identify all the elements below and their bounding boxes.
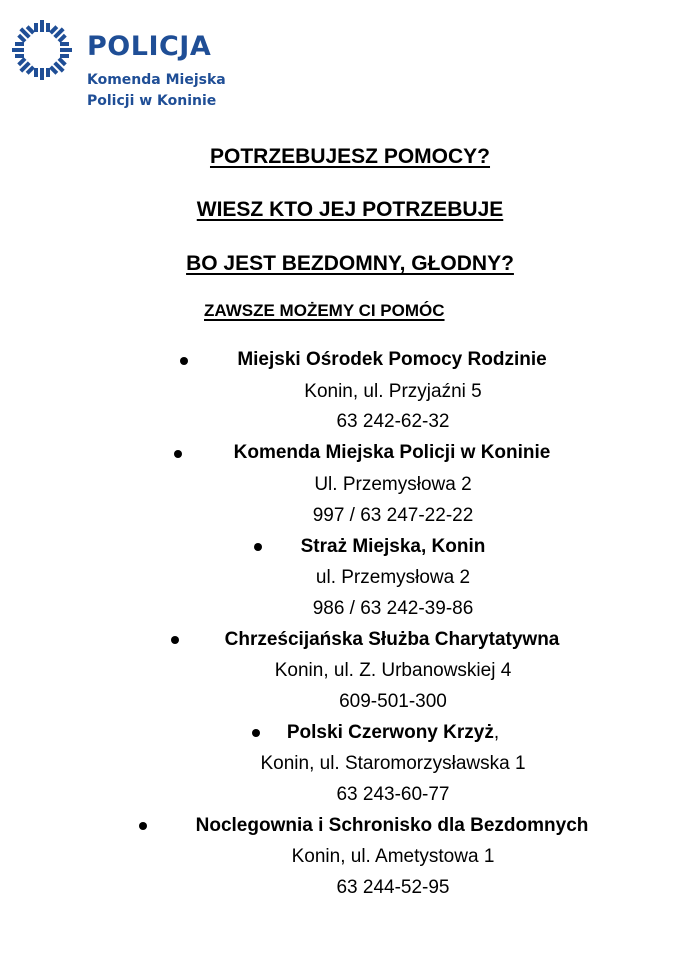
contact-address: ul. Przemysłowa 2 [315, 567, 471, 588]
contact-phone: 609-501-300 [339, 691, 447, 712]
contact-name: Chrześcijańska Służba Charytatywna [224, 629, 560, 650]
contact-phone: 997 / 63 247-22-22 [312, 505, 474, 526]
contact-address: Konin, ul. Ametystowa 1 [291, 846, 495, 867]
contact-phone: 63 242-62-32 [336, 411, 450, 432]
heading-we-can-help: ZAWSZE MOŻEMY CI POMÓC [204, 301, 445, 320]
contact-name: Komenda Miejska Policji w Koninie [233, 442, 551, 463]
logo-title: POLICJA [87, 31, 212, 62]
heading-homeless-hungry: BO JEST BEZDOMNY, GŁODNY? [186, 252, 514, 275]
logo-subtitle-line1: Komenda Miejska [87, 72, 226, 88]
contact-phone: 986 / 63 242-39-86 [312, 598, 474, 619]
contact-name: Noclegownia i Schronisko dla Bezdomnych [195, 815, 589, 836]
contact-address: Konin, ul. Staromorzysławska 1 [260, 753, 526, 774]
contact-phone: 63 244-52-95 [336, 877, 450, 898]
contact-name-row [0, 721, 700, 745]
contact-name-suffix: , [493, 722, 500, 743]
heading-need-help: POTRZEBUJESZ POMOCY? [209, 145, 491, 168]
contact-address: Ul. Przemysłowa 2 [314, 474, 472, 495]
contact-address: Konin, ul. Przyjaźni 5 [304, 381, 482, 402]
contact-name: Miejski Ośrodek Pomocy Rodzinie [237, 349, 547, 370]
contact-name: Polski Czerwony Krzyż [286, 722, 494, 743]
heading-know-who: WIESZ KTO JEJ POTRZEBUJE [196, 198, 504, 221]
logo-subtitle-line2: Policji w Koninie [87, 93, 217, 109]
police-star-icon [10, 18, 74, 82]
contact-phone: 63 243-60-77 [336, 784, 450, 805]
contact-address: Konin, ul. Z. Urbanowskiej 4 [274, 660, 512, 681]
contact-name: Straż Miejska, Konin [300, 536, 486, 557]
police-logo [10, 18, 250, 113]
